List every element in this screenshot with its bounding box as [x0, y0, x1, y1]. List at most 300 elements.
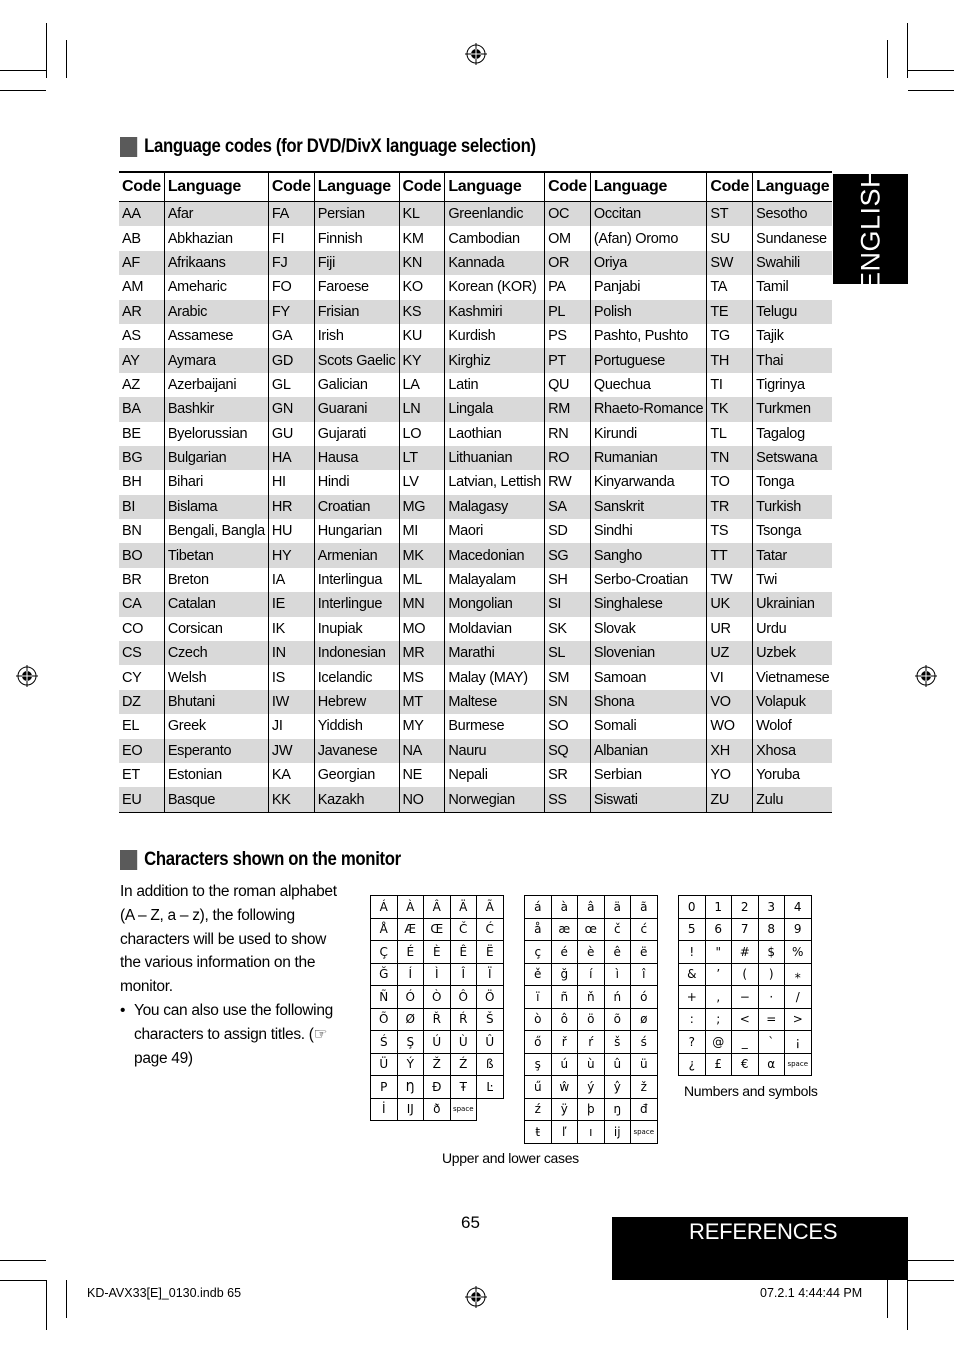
language-name-cell: Polish	[590, 300, 706, 324]
character-cell: Ž	[424, 1053, 451, 1076]
language-code-cell: SR	[545, 763, 591, 787]
language-name-cell: Greek	[164, 714, 268, 738]
character-cell: /	[785, 986, 812, 1009]
language-code-cell: SM	[545, 665, 591, 689]
crop-mark	[908, 1280, 954, 1281]
references-label: REFERENCES	[689, 1219, 838, 1244]
character-cell: À	[397, 896, 424, 919]
character-cell: ś	[631, 1031, 658, 1054]
language-name-cell: Bashkir	[164, 397, 268, 421]
character-cell: Ó	[397, 986, 424, 1009]
language-code-cell: BE	[122, 425, 141, 442]
language-code-cell: TL	[707, 422, 753, 446]
language-name-cell: Bihari	[164, 470, 268, 494]
character-cell: ŕ	[578, 1031, 605, 1054]
language-name-cell: Kinyarwanda	[590, 470, 706, 494]
language-code-cell: TH	[707, 348, 753, 372]
language-name-cell: Inupiak	[314, 617, 399, 641]
grid-row	[679, 1053, 812, 1076]
character-cell: ó	[631, 986, 658, 1009]
crop-mark	[0, 70, 46, 71]
character-cell: 1	[705, 896, 732, 919]
language-name-cell: Welsh	[164, 665, 268, 689]
grid-row	[525, 918, 658, 941]
language-code-cell: AF	[119, 251, 164, 275]
language-name-cell: Catalan	[164, 592, 268, 616]
column-header-language: Language	[590, 172, 706, 202]
grid-row	[525, 963, 658, 986]
character-cell: Ù	[450, 1031, 477, 1054]
language-name-cell: Czech	[164, 641, 268, 665]
language-code-cell: MY	[399, 714, 445, 738]
character-cell: IJ	[397, 1098, 424, 1121]
character-cell: Ŀ	[477, 1076, 504, 1099]
language-name-cell: Afrikaans	[164, 251, 268, 275]
language-code-cell: MR	[399, 641, 445, 665]
character-cell: 8	[758, 918, 785, 941]
character-cell: ú	[551, 1053, 578, 1076]
crop-mark	[46, 1280, 47, 1330]
language-code-cell: SH	[545, 568, 591, 592]
language-code-cell: SL	[545, 641, 591, 665]
character-cell: ı	[578, 1121, 605, 1144]
characters-intro	[120, 880, 345, 1070]
language-code-cell: AZ	[122, 376, 140, 393]
language-code-cell: AM	[122, 279, 144, 296]
table-row	[119, 422, 832, 446]
lower-case-grid	[524, 895, 658, 1144]
language-name-cell: Albanian	[590, 739, 706, 763]
language-code-cell: OR	[545, 251, 591, 275]
language-code-cell: NA	[399, 739, 445, 763]
language-code-cell: KU	[399, 324, 445, 348]
character-cell: Â	[424, 896, 451, 919]
language-code-cell: EU	[119, 787, 164, 812]
grid-row	[679, 918, 812, 941]
character-cell: Í	[397, 963, 424, 986]
language-name-cell: Icelandic	[314, 665, 399, 689]
language-name-cell: Occitan	[590, 202, 706, 227]
character-cell: í	[578, 963, 605, 986]
crop-mark	[46, 23, 47, 78]
language-code-cell: TK	[707, 397, 753, 421]
bullet-item	[120, 999, 345, 1070]
language-code-cell: TN	[707, 446, 753, 470]
language-name-cell: Moldavian	[445, 617, 545, 641]
language-name-cell: Kannada	[445, 251, 545, 275]
language-code-cell: OC	[545, 202, 591, 227]
character-cell: È	[424, 941, 451, 964]
grid-row	[525, 1053, 658, 1076]
language-code-cell: SU	[707, 226, 753, 250]
character-cell: à	[551, 896, 578, 919]
language-name-cell: Kirghiz	[445, 348, 545, 372]
language-code-cell: SS	[545, 787, 591, 812]
language-code-cell: IA	[268, 568, 314, 592]
character-cell: Ć	[477, 918, 504, 941]
bullet-text: You can also use the following characters to assign titles. (☞ page 49)	[134, 1001, 333, 1067]
language-code-cell: GL	[268, 373, 314, 397]
character-cell: Ð	[424, 1076, 451, 1099]
language-name-cell: Uzbek	[753, 641, 833, 665]
language-name-cell: Sindhi	[590, 519, 706, 543]
language-code-cell: VO	[707, 690, 753, 714]
language-code-cell: SG	[545, 543, 591, 567]
character-cell: ž	[631, 1076, 658, 1099]
language-name-cell: Interlingue	[314, 592, 399, 616]
character-cell: Ý	[397, 1053, 424, 1076]
language-code-cell: OM	[545, 226, 591, 250]
language-name-cell: Aymara	[164, 348, 268, 372]
grid-row	[525, 1008, 658, 1031]
language-code-cell: SA	[545, 495, 591, 519]
column-header-language: Language	[753, 172, 833, 202]
language-code-cell: HI	[268, 470, 314, 494]
grid-row	[371, 1031, 504, 1054]
character-cell: 2	[732, 896, 759, 919]
character-cell: ü	[631, 1053, 658, 1076]
character-cell: ¿	[679, 1053, 706, 1076]
language-name-cell: Galician	[314, 373, 399, 397]
language-code-cell: ML	[399, 568, 445, 592]
table-row	[119, 495, 832, 519]
character-cell: `	[758, 1031, 785, 1054]
language-name-cell: Latin	[445, 373, 545, 397]
character-cell: ý	[578, 1076, 605, 1099]
characters-heading	[120, 848, 401, 871]
character-cell: Ö	[477, 986, 504, 1009]
character-cell: @	[705, 1031, 732, 1054]
language-name-cell: Kashmiri	[445, 300, 545, 324]
character-cell: ç	[525, 941, 552, 964]
language-name-cell: Rhaeto-Romance	[590, 397, 706, 421]
language-name-cell: Twi	[753, 568, 833, 592]
language-code-cell: IN	[268, 641, 314, 665]
language-code-cell: MN	[399, 592, 445, 616]
language-name-cell: (Afan) Oromo	[590, 226, 706, 250]
table-row	[119, 251, 832, 275]
language-code-cell: HA	[268, 446, 314, 470]
language-code-cell: FI	[268, 226, 314, 250]
language-codes-heading	[120, 135, 536, 158]
grid-row	[525, 1076, 658, 1099]
language-name-cell: Bislama	[164, 495, 268, 519]
character-cell: &	[679, 963, 706, 986]
table-row	[119, 739, 832, 763]
grid-row	[371, 896, 504, 919]
character-cell: Ø	[397, 1008, 424, 1031]
grid-row	[679, 963, 812, 986]
language-code-cell: LT	[399, 446, 445, 470]
language-code-cell: TE	[707, 300, 753, 324]
language-name-cell: Persian	[314, 202, 399, 227]
character-cell: ř	[551, 1031, 578, 1054]
language-name-cell: Slovak	[590, 617, 706, 641]
language-codes-table	[119, 171, 832, 813]
language-name-cell: Portuguese	[590, 348, 706, 372]
language-name-cell: Basque	[164, 787, 268, 812]
table-row	[119, 543, 832, 567]
numbers-caption: Numbers and symbols	[684, 1083, 818, 1099]
character-cell: Á	[371, 896, 398, 919]
english-tab-label: ENGLISH	[855, 167, 885, 291]
language-code-cell: EL	[122, 718, 140, 735]
language-name-cell: Tigrinya	[753, 373, 833, 397]
language-name-cell: Malagasy	[445, 495, 545, 519]
language-name-cell: Yoruba	[753, 763, 833, 787]
language-name-cell: Tamil	[753, 275, 833, 299]
language-name-cell: Kazakh	[314, 787, 399, 812]
character-cell: Ò	[424, 986, 451, 1009]
language-code-cell: GA	[268, 324, 314, 348]
grid-row	[525, 941, 658, 964]
grid-row	[371, 941, 504, 964]
character-cell: €	[732, 1053, 759, 1076]
upper-case-grid	[370, 895, 504, 1121]
registration-mark-icon	[16, 665, 38, 687]
table-row	[119, 202, 832, 227]
crop-mark	[887, 40, 888, 78]
language-code-cell: WO	[707, 714, 753, 738]
character-cell: %	[785, 941, 812, 964]
column-header-code: Code	[545, 172, 591, 202]
language-name-cell: Siswati	[590, 787, 706, 812]
language-name-cell: Byelorussian	[164, 422, 268, 446]
character-cell: î	[631, 963, 658, 986]
language-name-cell: Swahili	[753, 251, 833, 275]
language-code-cell: FA	[268, 202, 314, 227]
language-codes-title: Language codes (for DVD/DivX language selection)	[144, 135, 536, 157]
grid-row	[679, 896, 812, 919]
language-name-cell: Norwegian	[445, 787, 545, 812]
character-cell: Ŕ	[450, 1008, 477, 1031]
language-name-cell: Guarani	[314, 397, 399, 421]
character-cell: ã	[631, 896, 658, 919]
character-cell: (	[732, 963, 759, 986]
character-cell: 4	[785, 896, 812, 919]
character-cell: ŋ	[604, 1098, 631, 1121]
language-code-cell: CY	[122, 669, 142, 686]
language-code-cell: PT	[545, 348, 591, 372]
table-row	[119, 373, 832, 397]
language-code-cell: SN	[545, 690, 591, 714]
character-cell: É	[397, 941, 424, 964]
grid-row	[371, 1008, 504, 1031]
language-code-cell: JW	[268, 739, 314, 763]
grid-row	[679, 941, 812, 964]
character-cell: Ş	[397, 1031, 424, 1054]
character-cell: 7	[732, 918, 759, 941]
character-cell: $	[758, 941, 785, 964]
character-cell: :	[679, 1008, 706, 1031]
language-name-cell: Georgian	[314, 763, 399, 787]
table-row	[119, 714, 832, 738]
table-row	[119, 348, 832, 372]
language-code-cell: UR	[707, 617, 753, 641]
grid-row	[679, 1031, 812, 1054]
language-code-cell: KY	[399, 348, 445, 372]
language-name-cell: Serbian	[590, 763, 706, 787]
character-cell: õ	[604, 1008, 631, 1031]
language-name-cell: Korean (KOR)	[445, 275, 545, 299]
language-name-cell: Thai	[753, 348, 833, 372]
table-row	[119, 519, 832, 543]
language-code-cell: LO	[399, 422, 445, 446]
character-cell: #	[732, 941, 759, 964]
language-name-cell: Wolof	[753, 714, 833, 738]
language-name-cell: Breton	[164, 568, 268, 592]
language-code-cell: TR	[707, 495, 753, 519]
language-code-cell: PL	[545, 300, 591, 324]
language-name-cell: Scots Gaelic	[314, 348, 399, 372]
character-cell: Č	[450, 918, 477, 941]
language-name-cell: Armenian	[314, 543, 399, 567]
character-cell: þ	[578, 1098, 605, 1121]
language-name-cell: Sangho	[590, 543, 706, 567]
character-cell: ä	[604, 896, 631, 919]
language-name-cell: Setswana	[753, 446, 833, 470]
character-cell: ?	[679, 1031, 706, 1054]
character-cell: Ì	[424, 963, 451, 986]
language-code-cell: MI	[399, 519, 445, 543]
character-cell: è	[578, 941, 605, 964]
crop-mark	[66, 40, 67, 78]
character-cell: 9	[785, 918, 812, 941]
character-cell: Ê	[450, 941, 477, 964]
character-cell: >	[785, 1008, 812, 1031]
table-row	[119, 763, 832, 787]
character-cell: İ	[371, 1098, 398, 1121]
crop-mark	[908, 90, 954, 91]
character-cell: ë	[631, 941, 658, 964]
character-cell: Ñ	[371, 986, 398, 1009]
character-cell: Ŧ	[450, 1076, 477, 1099]
intro-paragraph: In addition to the roman alphabet (A – Z, a – z), the following characters will be used to show the various information on the monitor.	[120, 883, 337, 996]
language-code-cell: RM	[545, 397, 591, 421]
crop-mark	[908, 1260, 954, 1261]
character-cell: +	[679, 986, 706, 1009]
character-cell: 5	[679, 918, 706, 941]
heading-square-icon	[120, 137, 137, 157]
table-row	[119, 324, 832, 348]
language-name-cell: Finnish	[314, 226, 399, 250]
character-cell: ð	[424, 1098, 451, 1121]
language-code-cell: BH	[122, 474, 142, 491]
language-code-cell: ST	[707, 202, 753, 227]
character-cell: space	[450, 1098, 477, 1121]
character-cell: space	[631, 1121, 658, 1144]
language-name-cell: Maori	[445, 519, 545, 543]
language-code-cell: HY	[268, 543, 314, 567]
language-code-cell: MK	[399, 543, 445, 567]
character-cell: é	[551, 941, 578, 964]
character-cell: "	[705, 941, 732, 964]
language-code-cell: BI	[119, 495, 164, 519]
language-name-cell: Serbo-Croatian	[590, 568, 706, 592]
character-cell: ź	[525, 1098, 552, 1121]
character-cell: ć	[631, 918, 658, 941]
character-cell: ñ	[551, 986, 578, 1009]
character-cell: ľ	[551, 1121, 578, 1144]
language-name-cell: Ukrainian	[753, 592, 833, 616]
table-row	[119, 446, 832, 470]
table-row	[119, 641, 832, 665]
language-code-cell: GN	[268, 397, 314, 421]
language-code-cell: FJ	[268, 251, 314, 275]
language-code-cell: HR	[268, 495, 314, 519]
character-cell: Ã	[477, 896, 504, 919]
language-code-cell: UK	[707, 592, 753, 616]
language-code-cell: KS	[399, 300, 445, 324]
language-name-cell: Estonian	[164, 763, 268, 787]
language-name-cell: Oriya	[590, 251, 706, 275]
character-cell: û	[604, 1053, 631, 1076]
character-cell: ŵ	[551, 1076, 578, 1099]
language-code-cell: NO	[399, 787, 445, 812]
column-header-code: Code	[119, 172, 164, 202]
language-name-cell: Corsican	[164, 617, 268, 641]
character-cell: Ú	[424, 1031, 451, 1054]
character-cell: Ô	[450, 986, 477, 1009]
language-name-cell: Nepali	[445, 763, 545, 787]
language-code-cell: JI	[268, 714, 314, 738]
language-code-cell: AS	[122, 328, 141, 345]
column-header-code: Code	[399, 172, 445, 202]
language-code-cell: YO	[707, 763, 753, 787]
character-cell: ń	[604, 986, 631, 1009]
language-name-cell: Abkhazian	[164, 226, 268, 250]
language-code-cell: BG	[119, 446, 164, 470]
language-code-cell: LV	[399, 470, 445, 494]
language-code-cell: BR	[122, 572, 142, 589]
character-cell: ò	[525, 1008, 552, 1031]
language-code-cell: RW	[545, 470, 591, 494]
language-name-cell: Malay (MAY)	[445, 665, 545, 689]
language-name-cell: Indonesian	[314, 641, 399, 665]
grid-row	[525, 986, 658, 1009]
language-name-cell: Shona	[590, 690, 706, 714]
character-cell: _	[732, 1031, 759, 1054]
table-row	[119, 592, 832, 616]
language-code-cell: VI	[707, 665, 753, 689]
language-name-cell: Faroese	[314, 275, 399, 299]
registration-mark-icon	[465, 43, 487, 65]
character-cell: ű	[525, 1076, 552, 1099]
crop-mark	[0, 1280, 46, 1281]
character-cell: Ç	[371, 941, 398, 964]
language-code-cell: NE	[399, 763, 445, 787]
language-code-cell: KM	[399, 226, 445, 250]
table-row	[119, 617, 832, 641]
language-code-cell: XH	[707, 739, 753, 763]
footer-file-info: KD-AVX33[E]_0130.indb 65	[87, 1286, 242, 1300]
character-cell: 0	[679, 896, 706, 919]
character-cell: α	[758, 1053, 785, 1076]
grid-row	[679, 1008, 812, 1031]
language-name-cell: Sesotho	[753, 202, 833, 227]
language-name-cell: Mongolian	[445, 592, 545, 616]
table-row	[119, 787, 832, 812]
numbers-symbols-grid	[678, 895, 812, 1076]
language-name-cell: Malayalam	[445, 568, 545, 592]
page-number: 65	[461, 1213, 480, 1232]
language-code-cell: IS	[268, 665, 314, 689]
language-code-cell: KK	[268, 787, 314, 812]
language-code-cell: BA	[119, 397, 164, 421]
language-name-cell: Assamese	[164, 324, 268, 348]
character-cell: Œ	[424, 918, 451, 941]
character-cell: ß	[477, 1053, 504, 1076]
